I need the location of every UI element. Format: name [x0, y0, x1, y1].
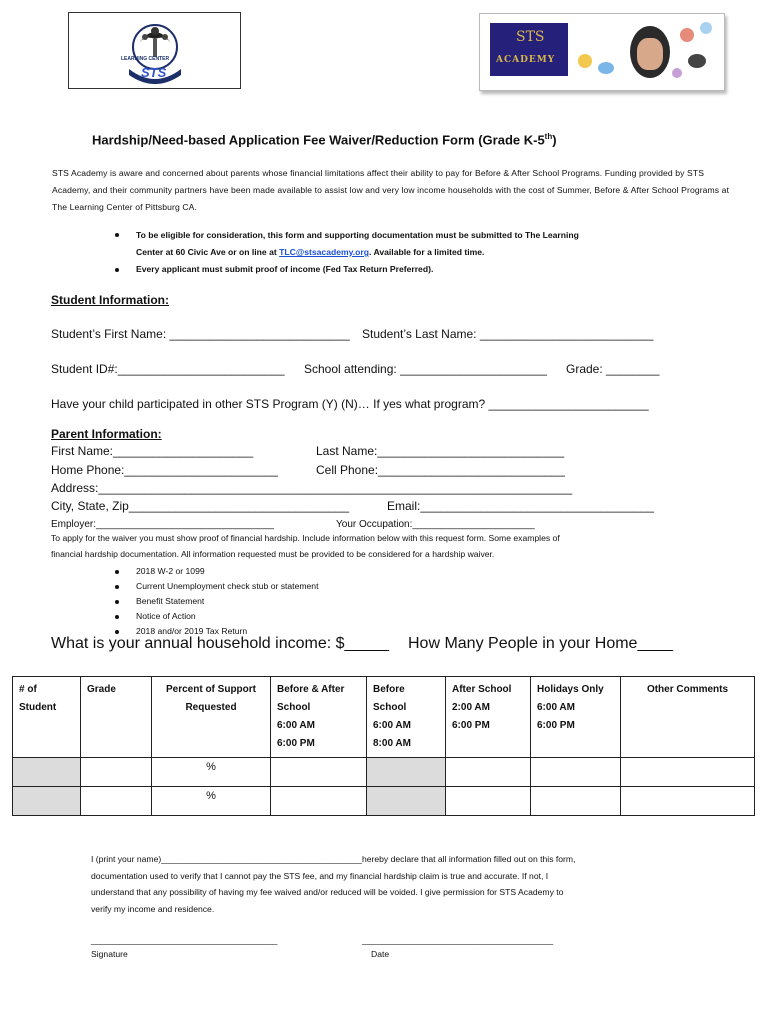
home-phone-field[interactable]: Home Phone:_______________________ — [51, 463, 278, 477]
bullet-dot — [115, 630, 119, 634]
holidays-cell[interactable] — [531, 787, 621, 816]
before-after-cell[interactable] — [271, 787, 367, 816]
student-number-cell[interactable] — [13, 787, 81, 816]
income-proof-bullet: Every applicant must submit proof of income (Fed Tax Return Preferred). — [136, 264, 434, 274]
student-id-field[interactable]: Student ID#:_________________________ — [51, 362, 285, 376]
parent-last-name-field[interactable]: Last Name:____________________________ — [316, 444, 565, 458]
decor-circle — [688, 54, 706, 68]
before-school-cell[interactable] — [367, 758, 446, 787]
student-info-heading: Student Information: — [51, 293, 169, 307]
grade-cell[interactable] — [81, 787, 152, 816]
bullet-dot — [115, 600, 119, 604]
academy-text: ACADEMY — [496, 55, 556, 65]
comments-cell[interactable] — [621, 758, 755, 787]
annual-income-field[interactable]: What is your annual household income: $_____ — [51, 635, 389, 652]
cell-phone-field[interactable]: Cell Phone:____________________________ — [316, 463, 565, 477]
signature-label: Signature — [91, 949, 128, 959]
email-field[interactable]: Email:___________________________________ — [387, 499, 654, 513]
city-state-zip-field[interactable]: City, State, Zip_________________________________ — [51, 499, 350, 513]
before-after-cell[interactable] — [271, 758, 367, 787]
table-row — [13, 758, 755, 787]
declaration-line2: documentation used to verify that I cannot pay the STS fee, and my financial hardship claim is true and accurate. If not, I — [91, 871, 549, 881]
student-first-name-field[interactable]: Student’s First Name: ___________________________ — [51, 327, 350, 341]
left-monogram: STS — [141, 65, 167, 80]
table-header-cell: Other Comments — [621, 677, 755, 758]
household-size-field[interactable]: How Many People in your Home____ — [408, 635, 674, 652]
bullet-dot — [115, 615, 119, 619]
grade-field[interactable]: Grade: ________ — [566, 362, 660, 376]
occupation-field[interactable]: Your Occupation:______________________ — [336, 519, 535, 530]
date-label: Date — [371, 949, 390, 959]
academy-emblem — [490, 23, 568, 76]
doc-item: Current Unemployment check stub or statement — [136, 581, 319, 591]
table-row — [13, 787, 755, 816]
student-number-cell[interactable] — [13, 758, 81, 787]
child-face — [637, 38, 663, 70]
program-selection-table — [12, 676, 755, 816]
bullet-dot — [115, 570, 119, 574]
date-line[interactable]: ________________________________________ — [362, 935, 554, 945]
doc-item: 2018 and/or 2019 Tax Return — [136, 626, 248, 636]
email-link[interactable]: TLC@stsacademy.org — [279, 247, 370, 257]
intro-paragraph: STS Academy is aware and concerned about parents whose financial limitations affect their ability to pay for Before & After School Programs. Funding provided by STS Academy, and their community partners have been made available to assist low and very low income households with the cost of Summer, Before & After School Programs at The Learning Center of Pittsburg CA. — [52, 168, 730, 212]
declaration-line1: I (print your name)__________________________________________hereby declare that all information filled out on this form, — [91, 854, 576, 864]
bullet-dot — [115, 585, 119, 589]
after-school-cell[interactable] — [446, 758, 531, 787]
parent-info-heading: Parent Information: — [51, 427, 162, 441]
right-monogram: STS — [516, 29, 545, 45]
holidays-cell[interactable] — [531, 758, 621, 787]
declaration-line4: verify my income and residence. — [91, 904, 215, 914]
other-program-field[interactable]: Have your child participated in other STS Program (Y) (N)… If yes what program? ________________________ — [51, 397, 649, 411]
percent-cell[interactable]: % — [152, 758, 271, 787]
decor-circle — [578, 54, 592, 68]
table-header-cell: After School 2:00 AM 6:00 PM — [446, 677, 531, 758]
comments-cell[interactable] — [621, 787, 755, 816]
table-header-cell: Percent of Support Requested — [152, 677, 271, 758]
learning-center-logo — [68, 12, 241, 89]
before-school-cell[interactable] — [367, 787, 446, 816]
decor-circle — [598, 62, 614, 74]
doc-item: Benefit Statement — [136, 596, 205, 606]
learning-center-text: LEARNING CENTER — [121, 56, 170, 62]
decor-circle — [700, 22, 712, 34]
table-header-cell: Grade — [81, 677, 152, 758]
parent-first-name-field[interactable]: First Name:_____________________ — [51, 444, 254, 458]
signature-line[interactable]: _______________________________________ — [91, 935, 278, 945]
employer-field[interactable]: Employer:________________________________ — [51, 519, 274, 530]
school-attending-field[interactable]: School attending: ______________________ — [304, 362, 547, 376]
table-header-cell: Holidays Only 6:00 AM 6:00 PM — [531, 677, 621, 758]
bullet-dot — [115, 233, 119, 237]
grade-cell[interactable] — [81, 758, 152, 787]
student-last-name-field[interactable]: Student’s Last Name: __________________________ — [362, 327, 654, 341]
decor-circle — [672, 68, 682, 78]
eligibility-bullet: To be eligible for consideration, this form and supporting documentation must be submitted to The Learning Center at 60 Civic Ave or on line at TLC@stsacademy.org. Available for a limited time. — [136, 230, 579, 257]
bullet-dot — [115, 268, 119, 272]
after-school-cell[interactable] — [446, 787, 531, 816]
sts-academy-banner — [479, 13, 725, 91]
waiver-text-line2: financial hardship documentation. All information requested must be provided to be considered for a hardship waiver. — [51, 549, 495, 559]
table-header-cell: Before & After School 6:00 AM 6:00 PM — [271, 677, 367, 758]
waiver-text-line1: To apply for the waiver you must show proof of financial hardship. Include information below with this request form. Some examples of — [51, 533, 560, 543]
decor-circle — [680, 28, 694, 42]
table-header-row — [13, 677, 755, 758]
doc-item: 2018 W-2 or 1099 — [136, 566, 205, 576]
declaration-line3: understand that any possibility of having my fee waived and/or reduced will be voided. I give permission for STS Academy to — [91, 887, 564, 897]
doc-item: Notice of Action — [136, 611, 196, 621]
percent-cell[interactable]: % — [152, 787, 271, 816]
form-title: Hardship/Need-based Application Fee Waiver/Reduction Form (Grade K-5th) — [92, 132, 557, 148]
address-field[interactable]: Address:_______________________________________________________________________ — [51, 481, 573, 495]
table-header-cell: Before School 6:00 AM 8:00 AM — [367, 677, 446, 758]
table-header-cell: # of Student — [13, 677, 81, 758]
